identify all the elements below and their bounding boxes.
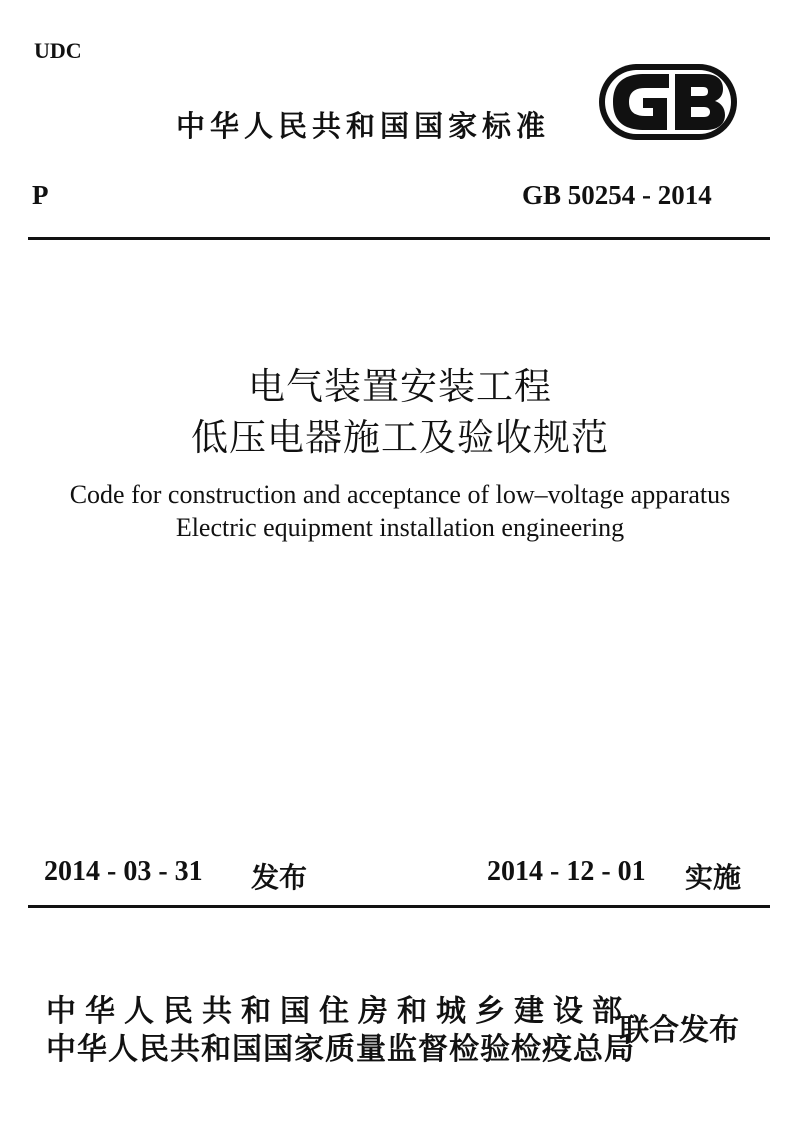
category-code: P [32, 180, 49, 210]
bottom-divider [28, 905, 770, 908]
implementation-date: 2014 - 12 - 01 [487, 856, 646, 887]
title-english-line-2: Electric equipment installation engineering [175, 513, 625, 542]
title-chinese-line-2: 低压电器施工及验收规范 [191, 416, 609, 459]
issuer-aqsiq: 中华人民共和国国家质量监督检验检疫总局 [46, 1032, 635, 1067]
top-divider [28, 237, 770, 240]
joint-issue-label: 联合发布 [619, 1013, 739, 1048]
standard-number: GB 50254 - 2014 [522, 180, 712, 210]
title-chinese-line-1: 电气装置安装工程 [248, 365, 552, 408]
gb-logo [597, 62, 739, 142]
udc-label: UDC [34, 38, 82, 63]
issue-date: 2014 - 03 - 31 [44, 856, 203, 887]
issue-label: 发布 [251, 861, 308, 894]
title-english-line-1: Code for construction and acceptance of low–voltage apparatus [69, 480, 731, 509]
implementation-label: 实施 [685, 861, 742, 894]
standard-type-heading: 中华人民共和国国家标准 [176, 109, 551, 143]
issuer-ministry: 中华人民共和国住房和城乡建设部 [46, 994, 631, 1029]
